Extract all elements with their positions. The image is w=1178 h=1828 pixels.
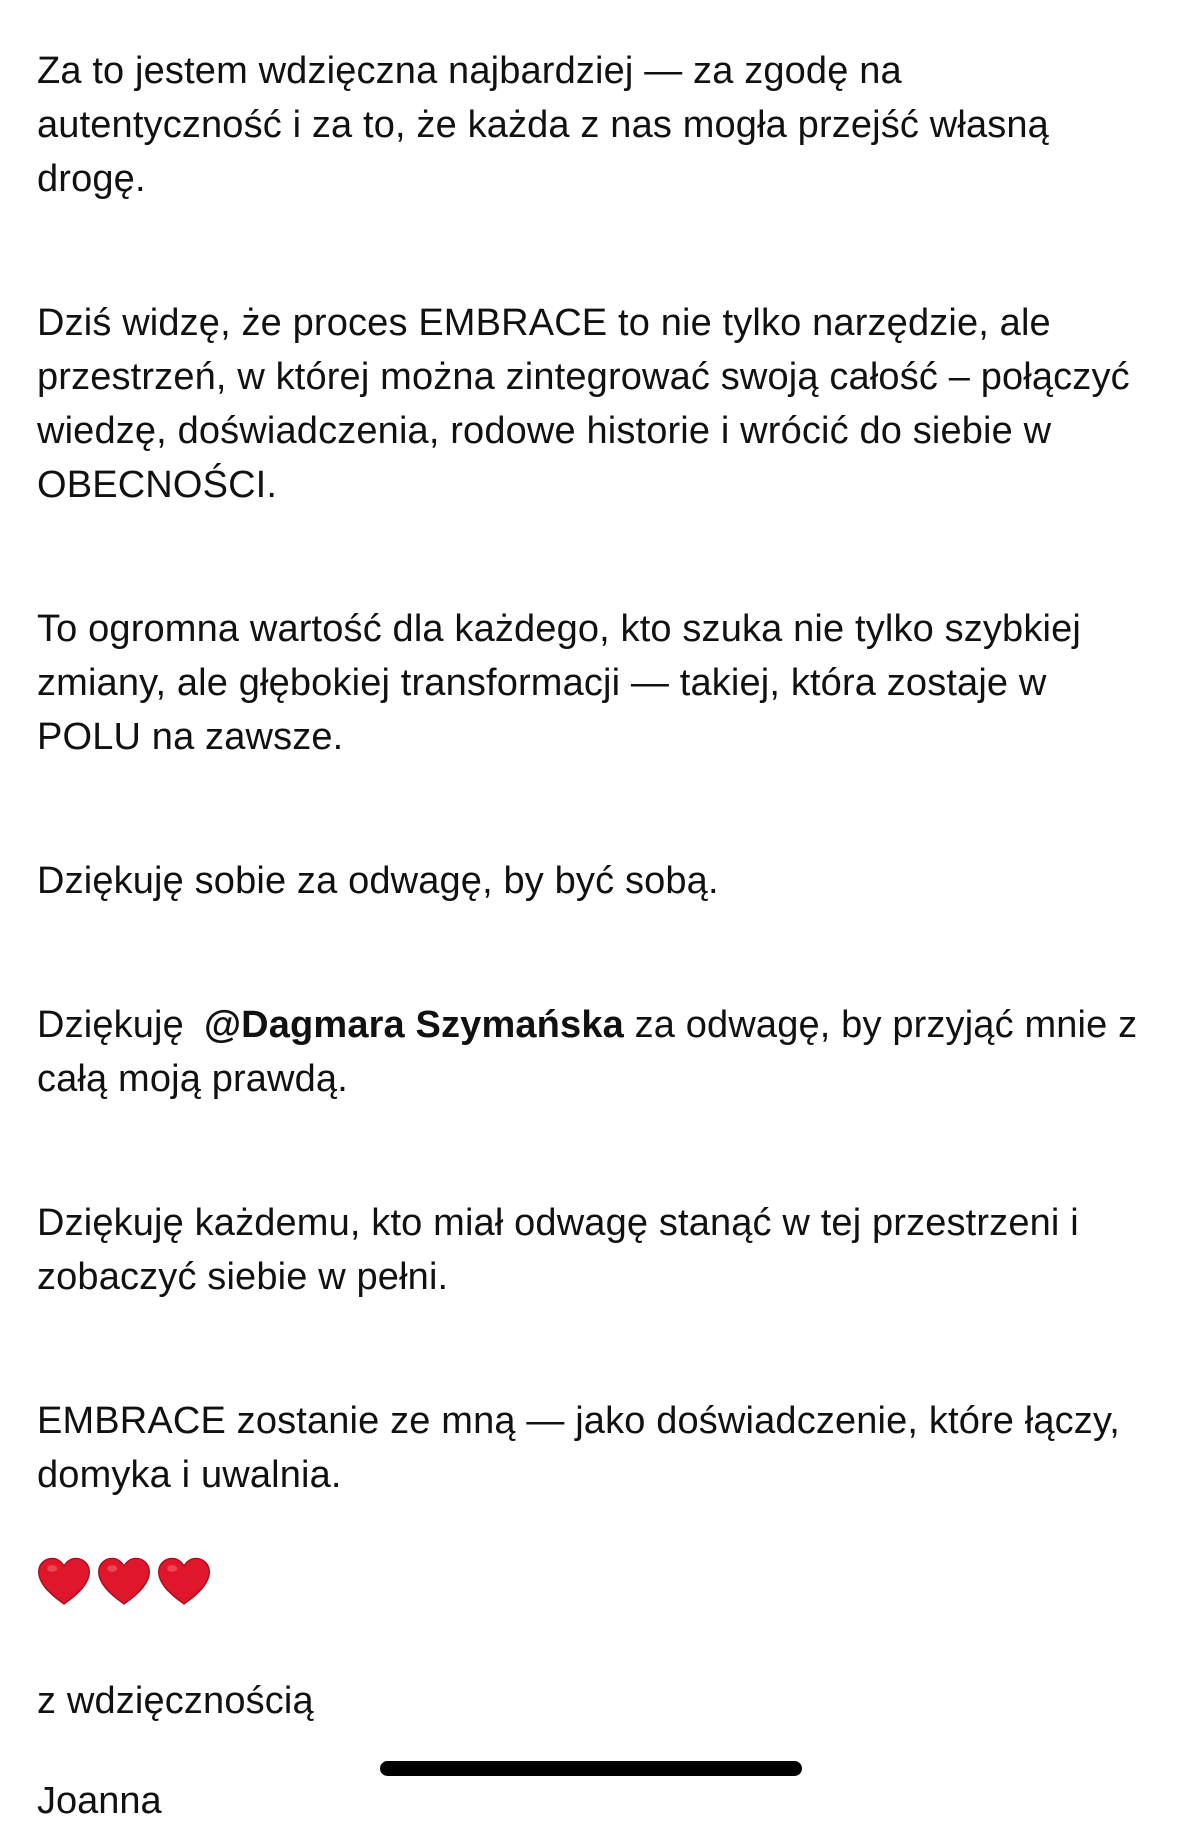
- hearts-row: [37, 1550, 1152, 1614]
- mention-link-dagmara[interactable]: @Dagmara Szymańska: [203, 1004, 624, 1046]
- post-body: [37, 44, 1152, 1728]
- paragraph-thank-everyone: Dziękuję każdemu, kto miał odwagę stanąć w tej przestrzeni i zobaczyć siebie w pełni.: [37, 1202, 1079, 1298]
- thank-prefix: Dziękuję: [37, 1004, 184, 1046]
- home-indicator-bar[interactable]: [380, 1761, 802, 1776]
- signoff-text: z wdzięcznością: [37, 1680, 314, 1722]
- red-heart-icon: [157, 1555, 211, 1609]
- paragraph-transformation: To ogromna wartość dla każdego, kto szuka nie tylko szybkiej zmiany, ale głębokiej transformacji — takiej, która zostaje w POLU na zawsze.: [37, 608, 1081, 758]
- thank-suffix: za odwagę, by przyjąć mnie z całą moją prawdą.: [37, 1004, 1138, 1100]
- paragraph-thank-mention: [37, 998, 1152, 1106]
- paragraph-thank-self: Dziękuję sobie za odwagę, by być sobą.: [37, 860, 719, 902]
- red-heart-icon: [37, 1555, 91, 1609]
- red-heart-icon: [97, 1555, 151, 1609]
- paragraph-embrace-stays: EMBRACE zostanie ze mną — jako doświadczenie, które łączy, domyka i uwalnia.: [37, 1400, 1120, 1496]
- paragraph-gratitude: Za to jestem wdzięczna najbardziej — za zgodę na autentyczność i za to, że każda z nas mogła przejść własną drogę.: [37, 50, 1049, 200]
- paragraph-embrace-process: Dziś widzę, że proces EMBRACE to nie tylko narzędzie, ale przestrzeń, w której można zintegrować swoją całość – połączyć wiedzę, doświadczenia, rodowe historie i wrócić do siebie w OBECNOŚCI.: [37, 302, 1130, 506]
- author-name-partial: Joanna: [37, 1780, 162, 1822]
